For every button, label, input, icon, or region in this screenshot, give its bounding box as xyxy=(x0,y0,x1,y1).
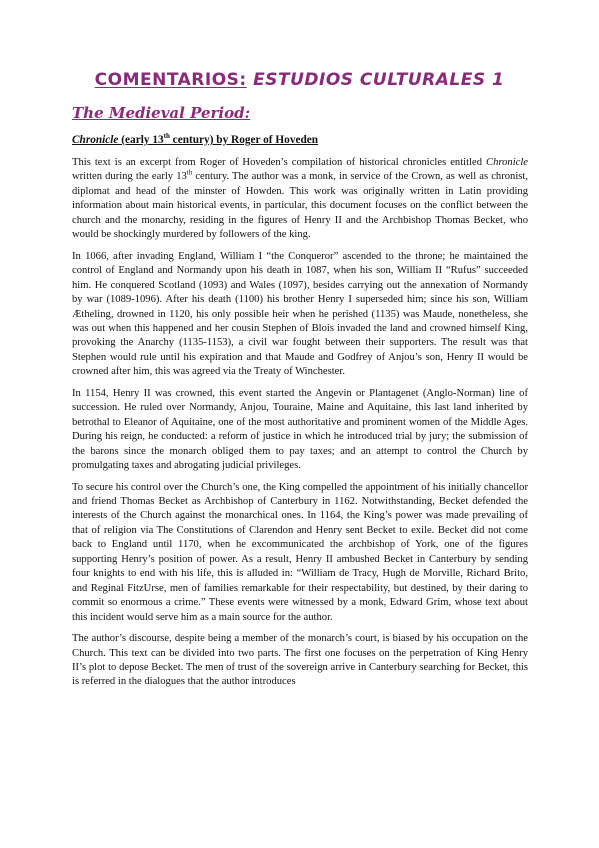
p1-italic: Chronicle xyxy=(486,157,528,168)
section-heading: The Medieval Period: xyxy=(72,104,251,122)
subheading-pre: (early 13 xyxy=(118,134,164,146)
work-title: Chronicle xyxy=(72,134,119,146)
p1-s3: century. The author was a monk, in service of the Crown, as well as chronist, diplomat and head of the minster of Howden. This work was originally written in Latin providing information about main historical events, in particular, this document focuses on the conflict between the church and the monarchy, residing in the figures of Henry II and the Archbishop Thomas Becket, who would be shockingly murdered by followers of the king. xyxy=(72,171,528,241)
body-text xyxy=(72,156,528,697)
title-part-2: ESTUDIOS CULTURALES 1 xyxy=(253,70,505,90)
p1-sup: th xyxy=(186,168,193,177)
paragraph-1 xyxy=(72,156,528,243)
subheading-post: century) by Roger of Hoveden xyxy=(169,134,319,146)
paragraph-3: In 1154, Henry II was crowned, this event started the Angevin or Plantagenet (Anglo-Norman) line of succession. He ruled over Normandy, Anjou, Touraine, Maine and Aquitaine, this last land inherited by betrothal to Eleanor of Aquitaine, one of the most authoritative and prominent women of the Middle Ages. During his reign, he conducted: a reform of justice in which he introduced trial by jury; the submission of the barons since the monarch obliged them to pay taxes; and an attempt to control the Church by promulgating taxes and abrogating judicial privileges. xyxy=(72,387,528,472)
paragraph-2: In 1066, after invading England, William I “the Conqueror” ascended to the throne; he maintained the control of England and Normandy upon his death in 1087, when his son, William II “Rufus” succeeded him. He conquered Scotland (1093) and Wales (1097), besides carrying out the annexation of Normandy by war (1089-1096). After his death (1100) his brother Henry I superseded him; since his son, William Ætheling, drowned in 1120, his only possible heir when he perished (1135) was Maude, nonetheless, she was out when this happened and her cousin Stephen of Blois invaded the land and crowned himself King, provoking the Anarchy (1135-1153), a civil war fought between their supporters. The result was that Stephen would rule until his expiration and that Maude and Godfrey of Anjou’s son, Henry II would be crowned after him, this was agreed via the Treaty of Winchester. xyxy=(72,250,528,378)
page-title xyxy=(0,70,599,90)
subheading xyxy=(72,134,318,146)
paragraph-5: The author’s discourse, despite being a member of the monarch’s court, is biased by his occupation on the Church. This text can be divided into two parts. The first one focuses on the perpetration of King Henry II’s plot to depose Becket. The men of trust of the sovereign arrive in Canterbury searching for Becket, this is referred in the dialogues that the author introduces xyxy=(72,633,528,688)
title-part-1: COMENTARIOS: xyxy=(94,70,247,90)
p1-s2: written during the early 13 xyxy=(72,171,187,183)
p1-s1: This text is an excerpt from Roger of Hoveden’s compilation of historical chronicles entitled xyxy=(72,157,487,168)
subheading-sup: th xyxy=(163,132,170,141)
paragraph-4: To secure his control over the Church’s one, the King compelled the appointment of his initially chancellor and friend Thomas Becket as Archbishop of Canterbury in 1162. Notwithstanding, Becket defended the interests of the Church against the monarchical ones. In 1164, the King’s power was made prevailing of that of religion via The Constitutions of Clarendon and Henry sent Becket to exile. Becket did not come back to England until 1170, when he excommunicated the archbishop of York, one of the figures supporting Henry’s position of power. As a result, Henry II ambushed Becket in Canterbury by sending four knights to end with his life, this is alluded in: “William de Tracy, Hugh de Morville, Richard Brito, and Reginal FitzUrse, men of families remarkable for their respectability, but destined, by their daring to commit so enormous a crime.” These events were witnessed by a monk, Edward Grim, whose text about this incident would serve him as a main source for the author. xyxy=(72,481,528,623)
